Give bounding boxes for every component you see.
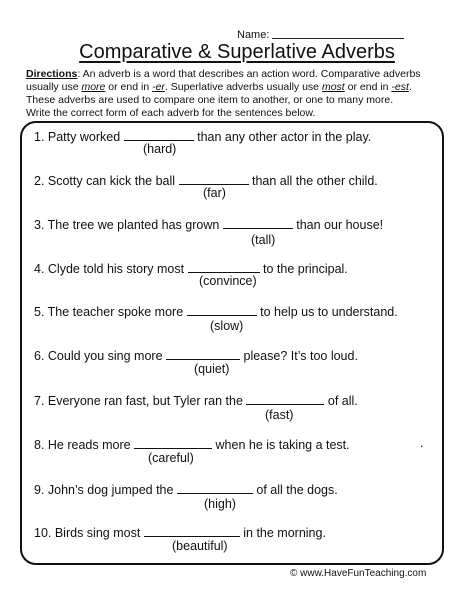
directions-text: : An adverb is a word that describes an action word. Comparative adverbs [77,68,421,80]
question-text: 6. Could you sing more [34,349,167,363]
term-most: most [321,81,345,93]
directions-text: . [408,81,412,93]
copyright-footer: © www.HaveFunTeaching.com [290,568,427,579]
stray-period: . [420,436,424,450]
answer-blank-9[interactable] [177,481,253,494]
question-text: 9. John’s dog jumped the [34,483,177,497]
directions-line-4: Write the correct form of each adverb for the sentences below. [26,107,316,119]
term-er: -er [152,81,165,93]
question-text: 1. Patty worked [34,130,124,144]
hint-2: (far) [203,186,226,200]
question-text: to help us to understand. [256,305,398,319]
hint-6: (quiet) [194,362,230,376]
question-1 [34,128,371,145]
question-text: when he is taking a test. [212,438,350,452]
question-9 [34,481,338,498]
question-text: of all. [324,394,358,408]
directions-text: usually use [26,81,82,93]
directions-text: or end in [105,81,153,93]
directions-heading: Directions [26,68,78,80]
hint-4: (convince) [199,274,257,288]
question-7 [34,392,358,409]
directions-text: or end in [344,81,392,93]
answer-blank-10[interactable] [144,524,240,537]
answer-blank-5[interactable] [187,303,257,316]
question-text: than our house! [292,218,384,232]
question-text: please? It’s too loud. [240,349,358,363]
answer-blank-7[interactable] [246,392,324,405]
directions-text: . Superlative adverbs usually use [164,81,322,93]
directions [26,68,456,120]
question-5 [34,303,398,320]
term-more: more [81,81,106,93]
answer-blank-2[interactable] [179,172,249,185]
answer-blank-8[interactable] [134,436,212,449]
answer-blank-3[interactable] [223,216,293,229]
hint-9: (high) [204,497,236,511]
answer-blank-4[interactable] [188,260,260,273]
question-text: 4. Clyde told his story most [34,262,188,276]
question-text: 5. The teacher spoke more [34,305,187,319]
question-text: than any other actor in the play. [193,130,372,144]
hint-1: (hard) [143,142,177,156]
question-text: 10. Birds sing most [34,526,144,540]
question-text: of all the dogs. [252,483,338,497]
question-text: in the morning. [239,526,326,540]
question-text: than all the other child. [248,174,378,188]
hint-3: (tall) [251,233,276,247]
term-est: -est [391,81,409,93]
question-text: 2. Scotty can kick the ball [34,174,179,188]
question-text: 3. The tree we planted has grown [34,218,223,232]
hint-10: (beautiful) [172,539,228,553]
question-text: 8. He reads more [34,438,135,452]
directions-line-2 [26,81,456,94]
answer-blank-1[interactable] [124,128,194,141]
directions-line-1 [26,68,456,81]
hint-8: (careful) [148,451,194,465]
hint-7: (fast) [265,408,294,422]
page-title: Comparative & Superlative Adverbs [79,41,395,63]
name-label: Name: [237,29,270,41]
question-4 [34,260,348,277]
hint-5: (slow) [210,319,244,333]
answer-blank-6[interactable] [166,347,240,360]
question-text: 7. Everyone ran fast, but Tyler ran the [34,394,247,408]
directions-line-3: These adverbs are used to compare one item to another, or one to many more. [26,94,394,106]
question-3 [34,216,383,233]
question-text: to the principal. [259,262,348,276]
